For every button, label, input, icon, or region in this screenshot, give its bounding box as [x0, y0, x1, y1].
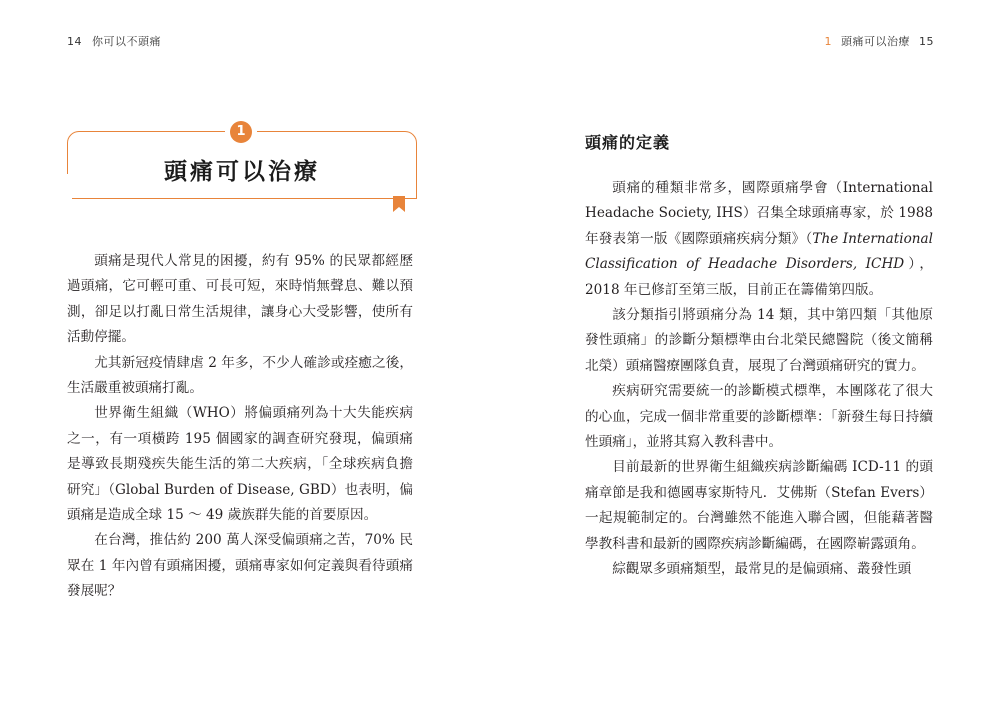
paragraph: 世界衛生組織（WHO）將偏頭痛列為十大失能疾病之一，有一項橫跨 195 個國家的調查研究發現，偏頭痛是導致長期殘疾失能生活的第二大疾病，「全球疾病負擔研究」（Global Burden of Disease, GBD）也表明，偏頭痛是造成全球 15 ～ 49 歲族群失能的首要原因。 [67, 405, 413, 524]
paragraph: 綜觀眾多頭痛類型，最常見的是偏頭痛、叢發性頭 [612, 561, 912, 578]
paragraph: 尤其新冠疫情肆虐 2 年多，不少人確診或痊癒之後，生活嚴重被頭痛打亂。 [67, 354, 413, 397]
paragraph: 疾病研究需要統一的診斷模式標準，本團隊花了很大的心血，完成一個非常重要的診斷標準：「新發生每日持續性頭痛」，並將其寫入教科書中。 [585, 383, 933, 451]
paragraph: 目前最新的世界衛生組織疾病診斷編碼 ICD-11 的頭痛章節是我和德國專家斯特凡．艾佛斯（Stefan Evers）一起規範制定的。台灣雖然不能進入聯合國，但能藉著醫學教科書和最新的國際疾病診斷編碼，在國際嶄露頭角。 [585, 459, 933, 552]
running-head-left [67, 33, 161, 49]
paragraph: 該分類指引將頭痛分為 14 類，其中第四類「其他原發性頭痛」的診斷分類標準由台北榮民總醫院（後文簡稱北榮）頭痛醫療團隊負責，展現了台灣頭痛研究的實力。 [585, 307, 933, 374]
page-number-left: 14 [67, 35, 82, 48]
paragraph: 頭痛是現代人常見的困擾，約有 95% 的民眾都經歷過頭痛，它可輕可重、可長可短，來時悄無聲息、難以預測，卻足以打亂日常生活規律，讓身心大受影響，使所有活動停擺。 [67, 253, 413, 346]
chapter-title: 頭痛可以治療 [164, 159, 320, 185]
bookmark-icon [393, 196, 405, 212]
right-page [500, 0, 1000, 708]
running-head-chapter-title: 頭痛可以治療 [841, 35, 910, 48]
section-title: 頭痛的定義 [585, 133, 671, 152]
running-head-chapter-number: 1 [824, 35, 832, 48]
chapter-body [67, 249, 413, 605]
book-title: 你可以不頭痛 [92, 35, 161, 48]
section-body [585, 176, 933, 583]
page-number-right: 15 [919, 35, 934, 48]
paragraph-text: ），2018 年已修訂至第三版，目前正在籌備第四版。 [585, 256, 933, 298]
paragraph: 在台灣，推估約 200 萬人深受偏頭痛之苦，70% 民眾在 1 年內曾有頭痛困擾，頭痛專家如何定義與看待頭痛發展呢？ [67, 532, 413, 600]
chapter-number-badge: 1 [230, 121, 252, 143]
paragraph-text: 頭痛的種類非常多，國際頭痛學會（International Headache Society, IHS）召集全球頭痛專家，於 1988 年發表第一版《國際頭痛疾病分類》（ [585, 180, 933, 247]
paragraph [585, 176, 933, 303]
book-title-italic: The International Classification of Headache Disorders, ICHD [585, 230, 933, 273]
running-head-right [825, 33, 935, 49]
